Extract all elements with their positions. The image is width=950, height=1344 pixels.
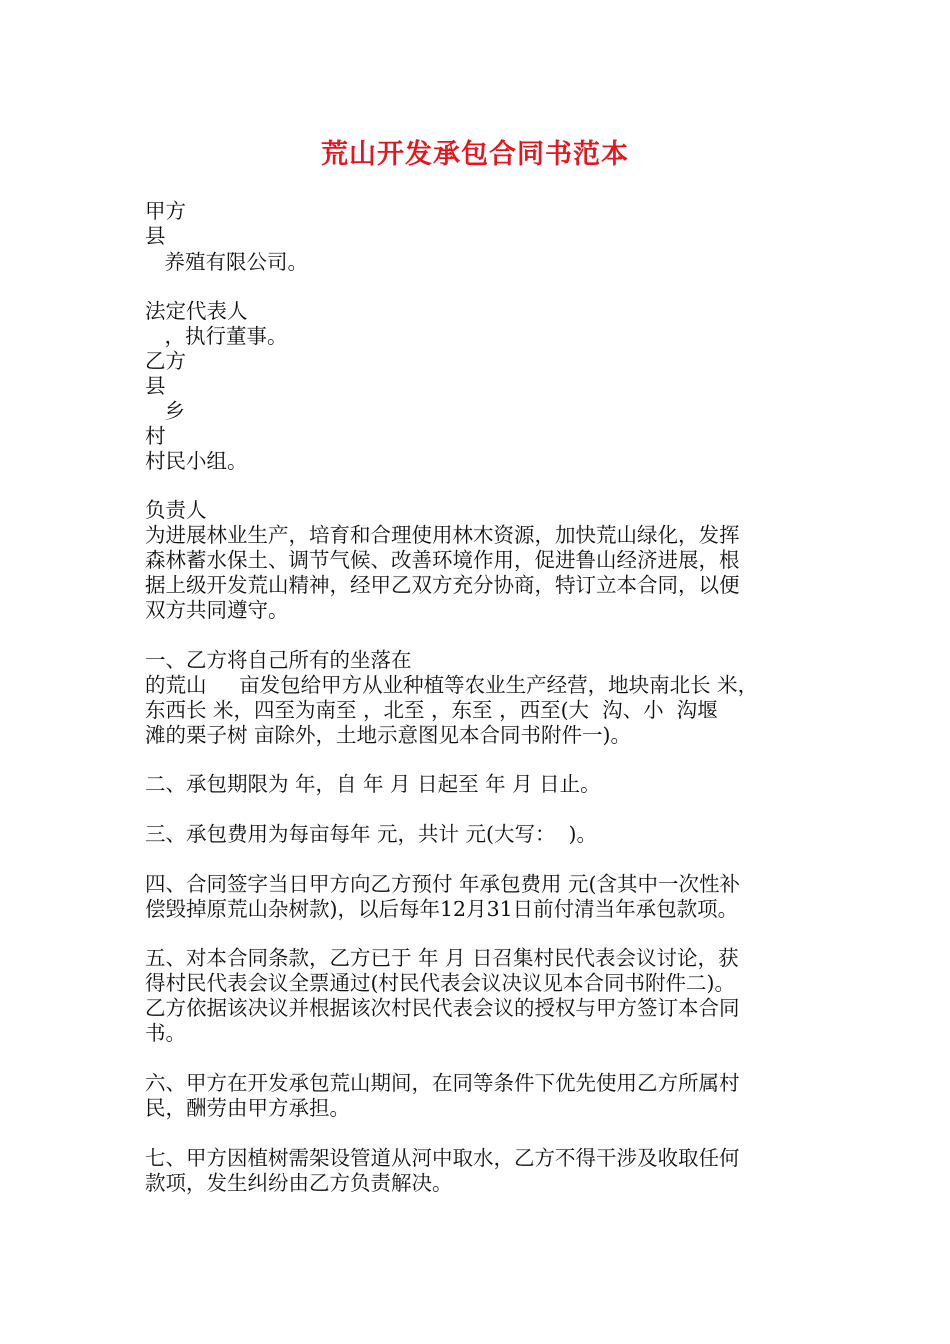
clause-1-line: 滩的栗子树 亩除外，土地示意图见本合同书附件一)。 (145, 723, 632, 747)
party-b-township: 乡 (145, 399, 186, 423)
party-a-company: 养殖有限公司。 (145, 250, 309, 274)
clause-4-line: 偿毁掉原荒山杂树款)，以后每年12月31日前付清当年承包款项。 (145, 897, 739, 921)
legal-rep-label: 法定代表人 (145, 299, 248, 323)
party-a-label: 甲方 (145, 199, 186, 223)
clause-5-line: 得村民代表会议全票通过(村民代表会议决议见本合同书附件二)。 (145, 971, 735, 995)
preamble-line: 为进展林业生产，培育和合理使用林木资源，加快荒山绿化，发挥 (145, 523, 740, 547)
clause-1-line: 的荒山 亩发包给甲方从业种植等农业生产经营，地块南北长 米， (145, 673, 759, 697)
clause-2-line: 二、承包期限为 年，自 年 月 日起至 年 月 日止。 (145, 772, 601, 796)
party-b-group: 村民小组。 (145, 449, 248, 473)
party-a-county: 县 (145, 224, 166, 248)
clause-6-line: 六、甲方在开发承包荒山期间，在同等条件下优先使用乙方所属村 (145, 1071, 740, 1095)
clause-5-line: 书。 (145, 1021, 186, 1045)
party-b-label: 乙方 (145, 349, 186, 373)
clause-4-line: 四、合同签字当日甲方向乙方预付 年承包费用 元(含其中一次性补 (145, 872, 741, 896)
clause-1-line: 一、乙方将自己所有的坐落在 (145, 648, 412, 672)
clause-5-line: 乙方依据该决议并根据该次村民代表会议的授权与甲方签订本合同 (145, 996, 740, 1020)
document-title: 荒山开发承包合同书范本 (321, 139, 629, 170)
clause-6-line: 民，酬劳由甲方承担。 (145, 1096, 350, 1120)
clause-5-line: 五、对本合同条款，乙方已于 年 月 日召集村民代表会议讨论，获 (145, 946, 739, 970)
preamble-line: 森林蓄水保土、调节气候、改善环境作用，促进鲁山经济进展，根 (145, 548, 740, 572)
preamble-line: 据上级开发荒山精神，经甲乙双方充分协商，特订立本合同，以便 (145, 573, 740, 597)
party-b-village: 村 (145, 424, 166, 448)
party-b-county: 县 (145, 374, 166, 398)
preamble-line: 双方共同遵守。 (145, 598, 289, 622)
clause-7-line: 款项，发生纠纷由乙方负责解决。 (145, 1171, 453, 1195)
responsible-person-label: 负责人 (145, 498, 207, 522)
legal-rep-title: ，执行董事。 (145, 324, 288, 348)
clause-7-line: 七、甲方因植树需架设管道从河中取水，乙方不得干涉及收取任何 (145, 1146, 740, 1170)
clause-1-line: 东西长 米，四至为南至 ，北至 ，东至 ，西至(大 沟、小 沟堰 (145, 698, 718, 722)
clause-3-line: 三、承包费用为每亩每年 元，共计 元(大写： )。 (145, 822, 598, 846)
